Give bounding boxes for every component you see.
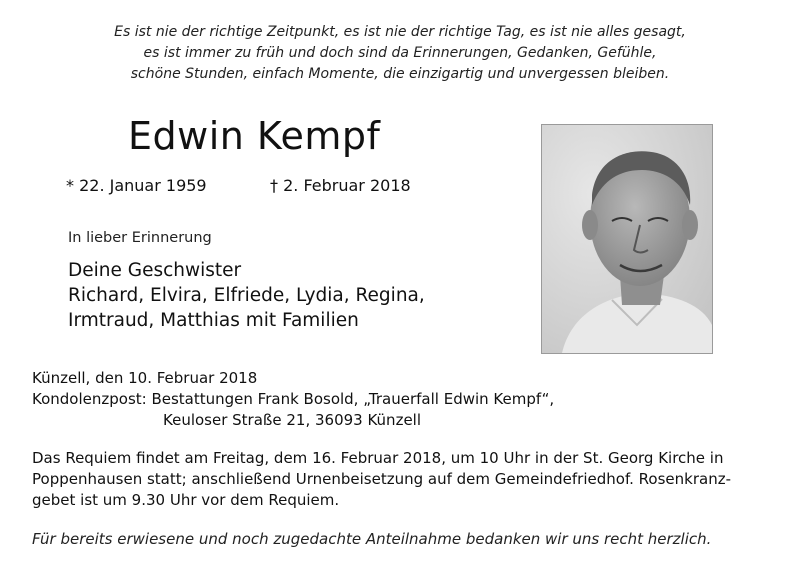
- family-line: Richard, Elvira, Elfriede, Lydia, Regina,: [68, 285, 425, 306]
- poem-line: es ist immer zu früh und doch sind da Erinnerungen, Gedanken, Gefühle,: [143, 45, 657, 61]
- death-date: † 2. Februar 2018: [270, 176, 411, 195]
- portrait-photo: [541, 124, 713, 354]
- memory-label: In lieber Erinnerung: [68, 230, 212, 246]
- street-address: Keuloser Straße 21, 36093 Künzell: [163, 411, 422, 429]
- requiem-line: Das Requiem findet am Freitag, dem 16. Februar 2018, um 10 Uhr in der St. Georg Kirche in: [32, 449, 724, 467]
- portrait-illustration: [542, 125, 712, 353]
- place-date: Künzell, den 10. Februar 2018: [32, 369, 258, 387]
- requiem-line: gebet ist um 9.30 Uhr vor dem Requiem.: [32, 491, 340, 509]
- poem-line: schöne Stunden, einfach Momente, die einzigartig und unvergessen bleiben.: [130, 66, 670, 82]
- contact-info: [32, 368, 554, 431]
- thanks-note: Für bereits erwiesene und noch zugedachte Anteilnahme bedanken wir uns recht herzlich.: [32, 530, 712, 548]
- condolence-address: Kondolenzpost: Bestattungen Frank Bosold, „Trauerfall Edwin Kempf“,: [32, 390, 555, 408]
- family-line: Irmtraud, Matthias mit Familien: [68, 310, 359, 331]
- deceased-name: Edwin Kempf: [128, 114, 381, 158]
- poem-verse: [60, 22, 740, 85]
- family-names: [68, 258, 425, 333]
- birth-date: * 22. Januar 1959: [66, 176, 207, 195]
- family-line: Deine Geschwister: [68, 260, 242, 281]
- poem-line: Es ist nie der richtige Zeitpunkt, es ist nie der richtige Tag, es ist nie alles gesagt,: [114, 24, 686, 40]
- requiem-notice: [32, 448, 772, 511]
- requiem-line: Poppenhausen statt; anschließend Urnenbeisetzung auf dem Gemeindefriedhof. Rosenkranz-: [32, 470, 731, 488]
